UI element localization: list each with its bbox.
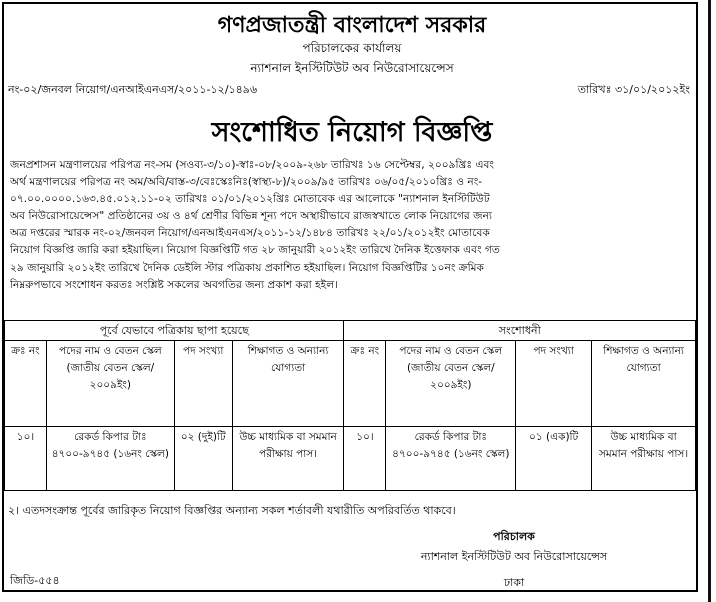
left-count-cell: ০২ (দুই)টি [174,427,232,491]
body-line: অর্থ মন্ত্রণালয়ের পরিপত্র নং অম/অবি/বাস্ত-৩/বেঃস্কেঃনিঃ(স্বাস্থ্য-৮)/২০০৯/৯৫ তারিখঃ ০৬/০৫/২০১০খ্রিঃ ও নং- [10,176,483,189]
group-left-header: পূর্বে যেভাবে পত্রিকায় ছাপা হয়েছে [5,321,344,341]
body-line: নিয়োগ বিজ্ঞপ্তি জারি করা হইয়াছিল। নিয়োগ বিজ্ঞপ্তিটি গত ২৮ জানুয়ারী ২০১২ইং তারিখে দৈনিক ইত্তেফাক এবং গত [10,244,500,257]
right-post-header: পদের নাম ও বেতন স্কেল (জাতীয় বেতন স্কেল/২০০৯ইং) [386,341,516,427]
column-header-row [5,341,696,427]
right-post-cell: রেকর্ড কিপার টাঃ ৪৭০০-৯৭৪৫ (১৬নং স্কেল) [386,427,516,491]
table-row [5,427,696,491]
footer-note: ২। এতদসংক্রান্ত পূর্বের জারিকৃত নিয়োগ বিজ্ঞপ্তির অন্যান্য সকল শর্তাবলী যথারীতি অপরিবর্তিত থাকবে। [8,504,456,517]
body-line: ০৭.০০.০০০০.১৬৩.৪৫.০১২.১১-০২ তারিখঃ ০১/০১/২০১২খ্রিঃ মোতাবেক এর আলোকে "ন্যাশনাল ইনস্টিটিউট [10,193,490,206]
body-line: জনপ্রশাসন মন্ত্রণালয়ের পরিপত্র নং-সম (সওব্য-৩/১০)-স্বাঃ-০৮/২০০৯-২৬৮ তারিখঃ ১৬ সেপ্টেম্বর, ২০০৯খ্রিঃ এবং [10,159,494,171]
notice-title: সংশোধিত নিয়োগ বিজ্ঞপ্তি [211,117,493,148]
office-name: পরিচালকের কার্যালয় [302,41,402,55]
right-serial-cell: ১০। [344,427,386,491]
right-qual-cell: উচ্চ মাধ্যমিক বা সমমান পরীক্ষায় পাস। [592,427,696,491]
left-qual-header: শিক্ষাগত ও অন্যান্য যোগ্যতা [232,341,344,427]
group-right-header: সংশোধনী [344,321,696,341]
body-line: নিম্নরুপভাবে সংশোধন করতঃ সংশ্লিষ্ট সকলের অবগতির জন্য প্রকাশ করা হইল। [10,278,338,291]
left-count-header: পদ সংখ্যা [174,341,232,427]
group-header-row [5,321,696,341]
institute-name: ন্যাশনাল ইনস্টিটিউট অব নিউরোসায়েন্সেস [250,61,454,75]
body-line: অত্র দপ্তরের স্মারক নং-০২/জনবল নিয়োগ/এনআইএনএস/২০১১-১২/১৪৮৪ তারিখঃ ২২/০১/২০১২ইং মোতাবেক [10,227,490,240]
body-paragraph [10,157,694,294]
edge-line [708,0,711,602]
right-qual-header: শিক্ষাগত ও অন্যান্য যোগ্যতা [592,341,696,427]
reference-code: জিডি-৫৫৪ [10,574,60,587]
signatory-title: পরিচালক [493,530,535,543]
memo-date: তারিখঃ ৩১/০১/২০১২ইং [577,83,690,96]
right-serial-header: ক্রঃ নং [344,341,386,427]
correction-table [4,320,696,491]
left-post-cell: রেকর্ড কিপার টাঃ ৪৭০০-৯৭৪৫ (১৬নং স্কেল) [46,427,174,491]
right-count-header: পদ সংখ্যা [516,341,592,427]
signatory-org: ন্যাশনাল ইনস্টিটিউট অব নিউরোসায়েন্সেস [420,550,608,563]
left-serial-cell: ১০। [5,427,47,491]
left-qual-cell: উচ্চ মাধ্যমিক বা সমমান পরীক্ষায় পাস। [232,427,344,491]
right-count-cell: ০১ (এক)টি [516,427,592,491]
government-title: গণপ্রজাতন্ত্রী বাংলাদেশ সরকার [217,13,487,38]
left-post-header: পদের নাম ও বেতন স্কেল (জাতীয় বেতন স্কেল/২০০৯ইং) [46,341,174,427]
notice-frame [2,2,698,592]
memo-number: নং-০২/জনবল নিয়োগ/এনআইএনএস/২০১১-১২/১৪৯৬ [8,83,258,96]
left-serial-header: ক্রঃ নং [5,341,47,427]
body-line: অব নিউরোসায়েন্সেস" প্রতিষ্ঠানের ৩য় ও ৪র্থ শ্রেণীর বিভিন্ন শূন্য পদে অস্থায়ীভাবে রাজস্বখাতে লোক নিয়োগের জন্য [10,210,492,223]
body-line: ২৯ জানুয়ারি ২০১২ইং তারিখে দৈনিক ডেইলি স্টার পত্রিকায় প্রকাশিত হইয়াছিল। নিয়োগ বিজ্ঞপ্তিটির ১০নং ক্রমিক [10,261,484,274]
signatory-city: ঢাকা [503,576,525,589]
page-edge [704,0,716,602]
